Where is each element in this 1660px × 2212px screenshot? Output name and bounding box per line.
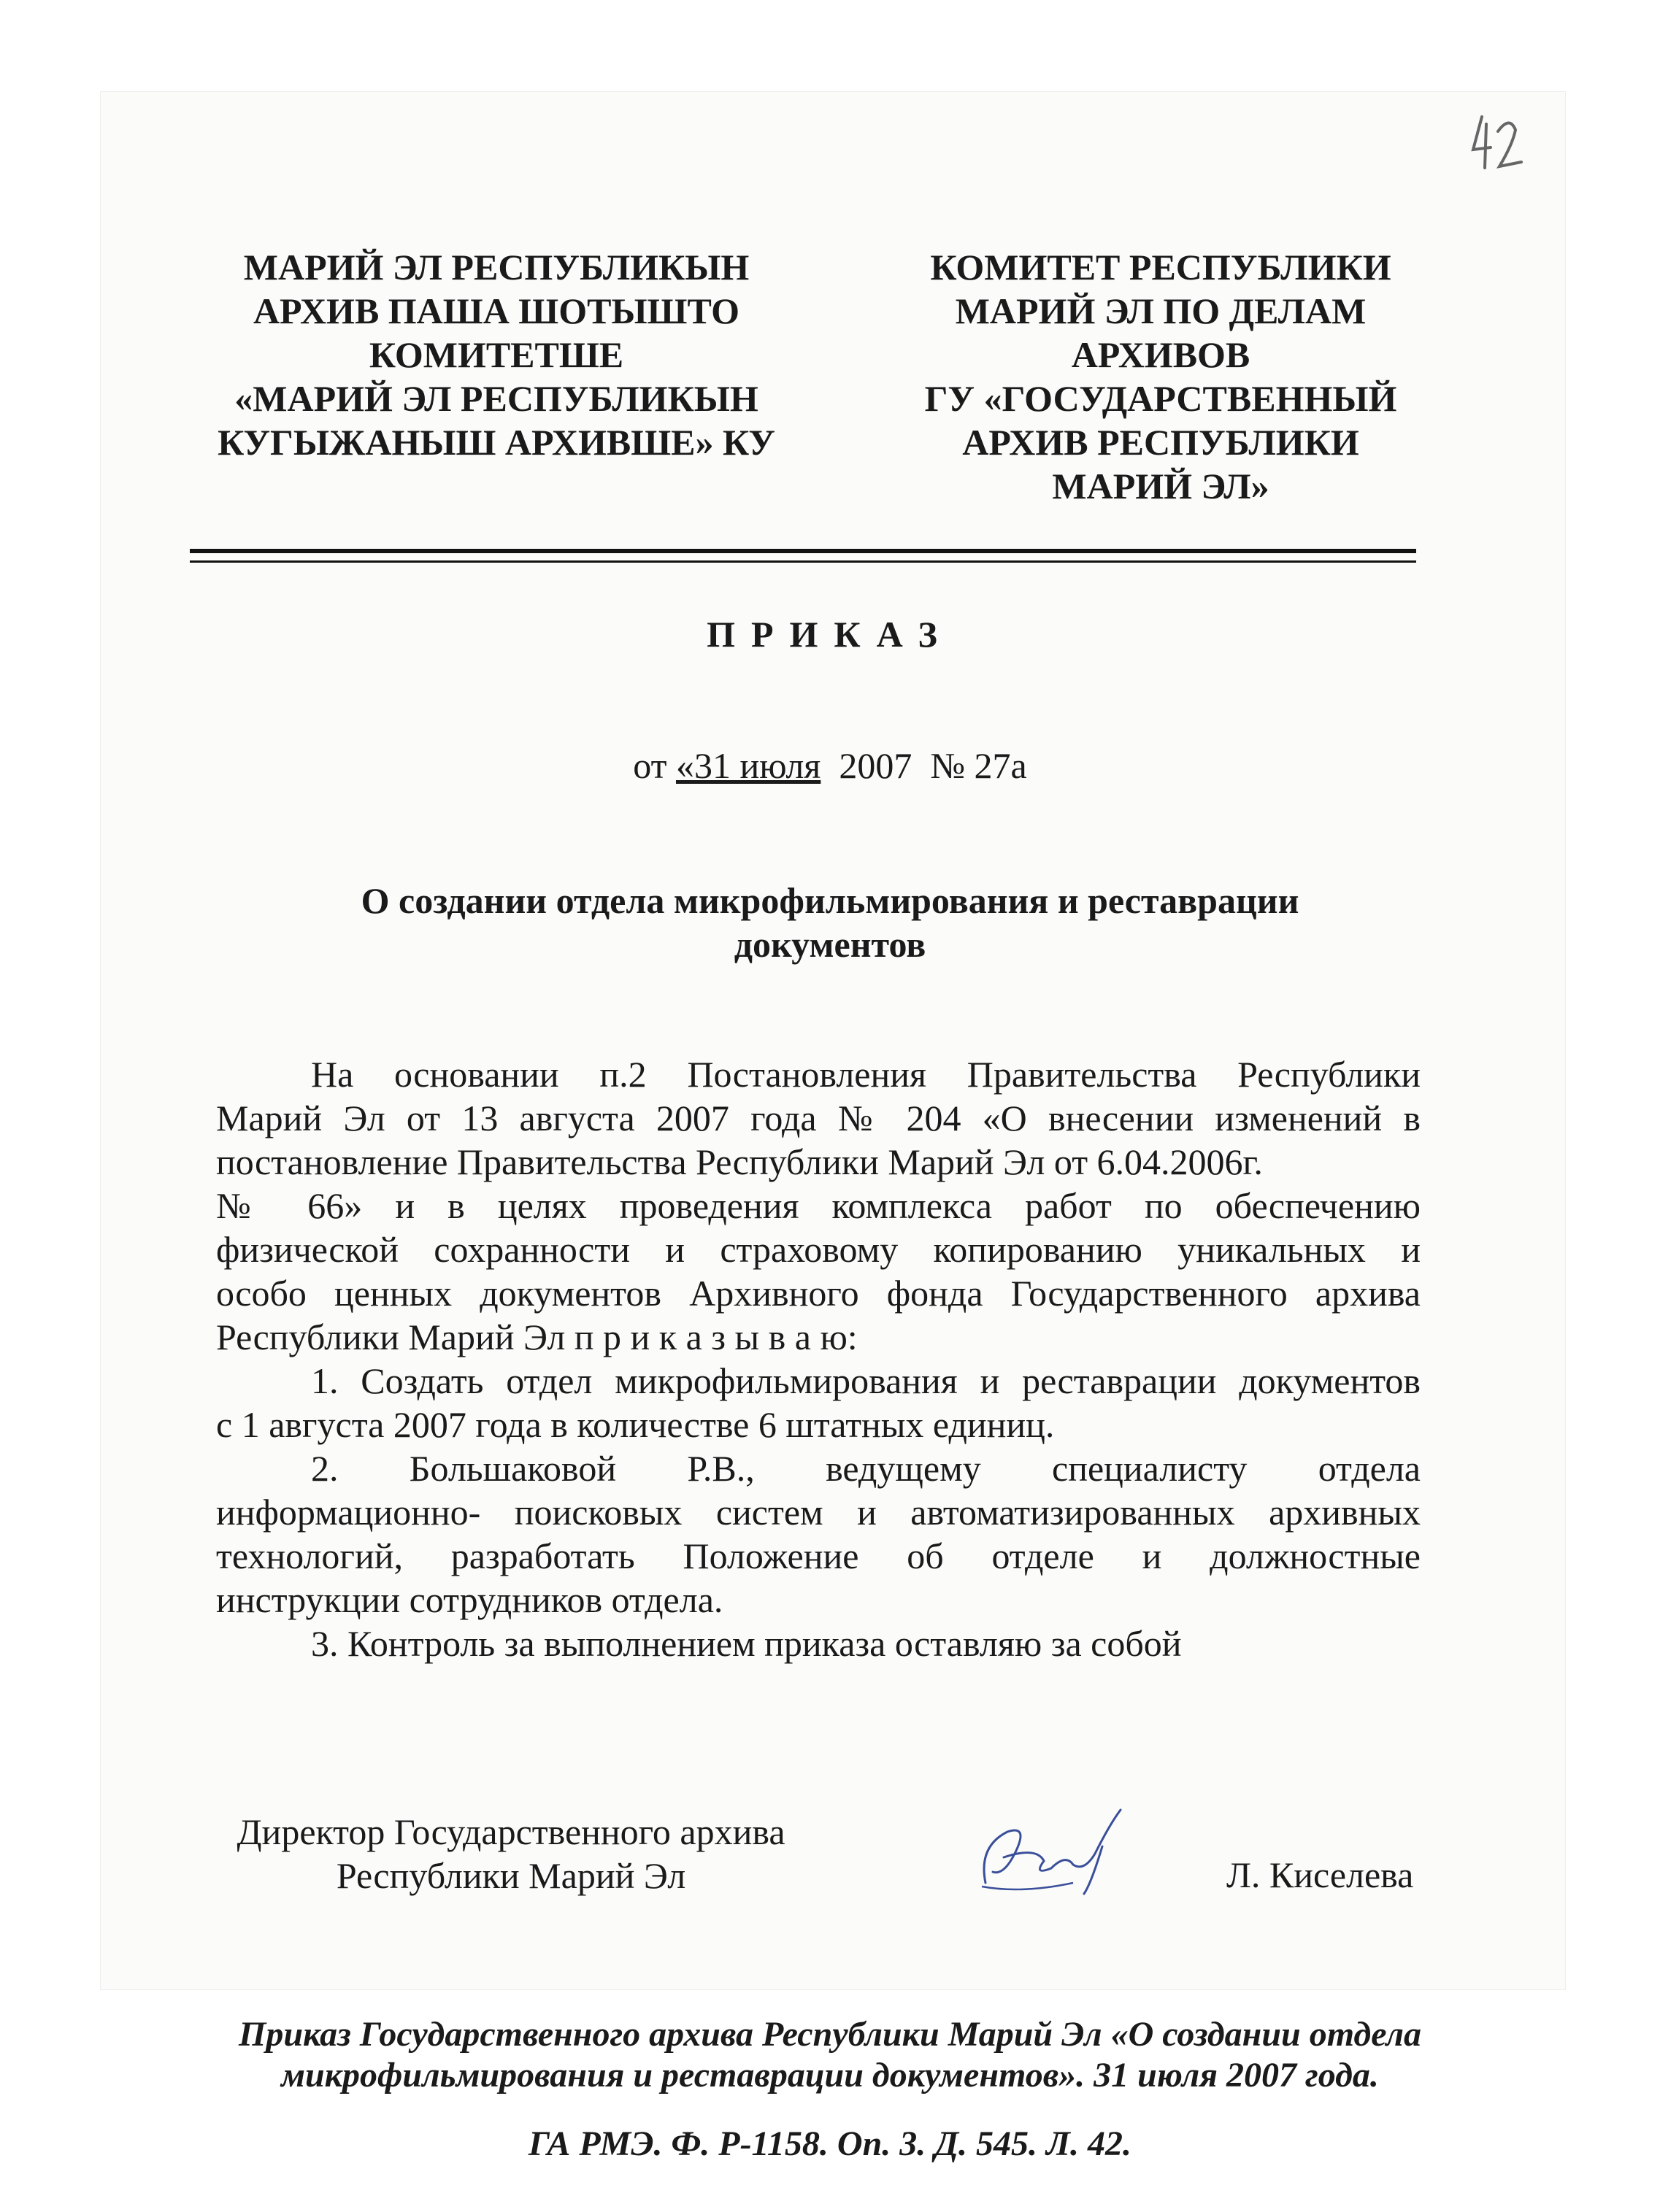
body-line: постановление Правительства Республики Марий Эл от 6.04.2006г. [216, 1141, 1263, 1182]
header-left-line: «МАРИЙ ЭЛ РЕСПУБЛИКЫН [234, 378, 758, 419]
header-left-line: КУГЫЖАНЫШ АРХИВШЕ» КУ [218, 422, 775, 463]
body-line: 3. Контроль за выполнением приказа оставляю за собой [311, 1623, 1182, 1664]
order-subject [219, 879, 1441, 966]
header-right-line: КОМИТЕТ РЕСПУБЛИКИ [930, 247, 1391, 288]
order-title: ПРИКАЗ [707, 614, 953, 655]
handwritten-page-number-mark [1467, 109, 1526, 175]
body-line: информационно- поисковых систем и автоматизированных архивных [216, 1492, 1421, 1533]
body-line: инструкции сотрудников отдела. [216, 1579, 723, 1620]
header-left-line: МАРИЙ ЭЛ РЕСПУБЛИКЫН [243, 247, 750, 288]
signer-name: Л. Киселева [1226, 1854, 1414, 1895]
signatory-position [212, 1810, 810, 1897]
header-divider-thin [190, 560, 1416, 563]
body-line: На основании п.2 Постановления Правительства Республики [311, 1054, 1421, 1095]
body-line: технологий, разработать Положение об отделе и должностные [216, 1535, 1421, 1576]
signature-mark [964, 1803, 1139, 1905]
caption-line: Приказ Государственного архива Республики Марий Эл «О создании отдела [239, 2015, 1421, 2054]
header-left-line: АРХИВ ПАША ШОТЫШТО [253, 290, 740, 331]
header-russian-name [861, 245, 1460, 508]
header-right-line: АРХИВОВ [1071, 334, 1250, 375]
header-right-line: ГУ «ГОСУДАРСТВЕННЫЙ [924, 378, 1397, 419]
signatory-position-line: Республики Марий Эл [336, 1855, 686, 1896]
order-date-number: 2007 № 27а [821, 745, 1027, 786]
handwritten-signature [964, 1803, 1139, 1905]
header-divider-thick [190, 549, 1416, 553]
body-line: физической сохранности и страховому копированию уникальных и [216, 1229, 1421, 1270]
order-date [0, 744, 1660, 787]
caption-line: микрофильмирования и реставрации документов». 31 июля 2007 года. [281, 2056, 1379, 2095]
order-body [216, 1052, 1421, 1665]
body-line: 1. Создать отдел микрофильмирования и реставрации документов [311, 1360, 1421, 1401]
subject-line: О создании отдела микрофильмирования и реставрации [361, 880, 1299, 921]
header-right-line: АРХИВ РЕСПУБЛИКИ [962, 422, 1359, 463]
body-line: с 1 августа 2007 года в количестве 6 штатных единиц. [216, 1404, 1055, 1445]
document-caption [0, 2014, 1660, 2096]
signatory-position-line: Директор Государственного архива [237, 1811, 785, 1852]
body-line: 2. Большаковой Р.В., ведущему специалисту отдела [311, 1448, 1421, 1489]
subject-line: документов [734, 924, 926, 965]
order-date-day: «31 июля [675, 745, 821, 786]
body-line: № 66» и в целях проведения комплекса работ по обеспечению [216, 1185, 1421, 1226]
body-line: Республики Марий Эл п р и к а з ы в а ю: [216, 1317, 858, 1357]
body-line: Марий Эл от 13 августа 2007 года № 204 «О внесении изменений в [216, 1098, 1421, 1138]
archive-reference: ГА РМЭ. Ф. Р-1158. Оп. 3. Д. 545. Л. 42. [529, 2124, 1131, 2163]
order-date-prefix: от [633, 745, 676, 786]
header-right-line: МАРИЙ ЭЛ ПО ДЕЛАМ [955, 290, 1367, 331]
header-right-line: МАРИЙ ЭЛ» [1052, 466, 1269, 506]
body-line: особо ценных документов Архивного фонда Государственного архива [216, 1273, 1421, 1314]
header-mari-name [175, 245, 818, 464]
header-left-line: КОМИТЕТШЕ [369, 334, 624, 375]
handwritten-page-number [1467, 109, 1526, 175]
